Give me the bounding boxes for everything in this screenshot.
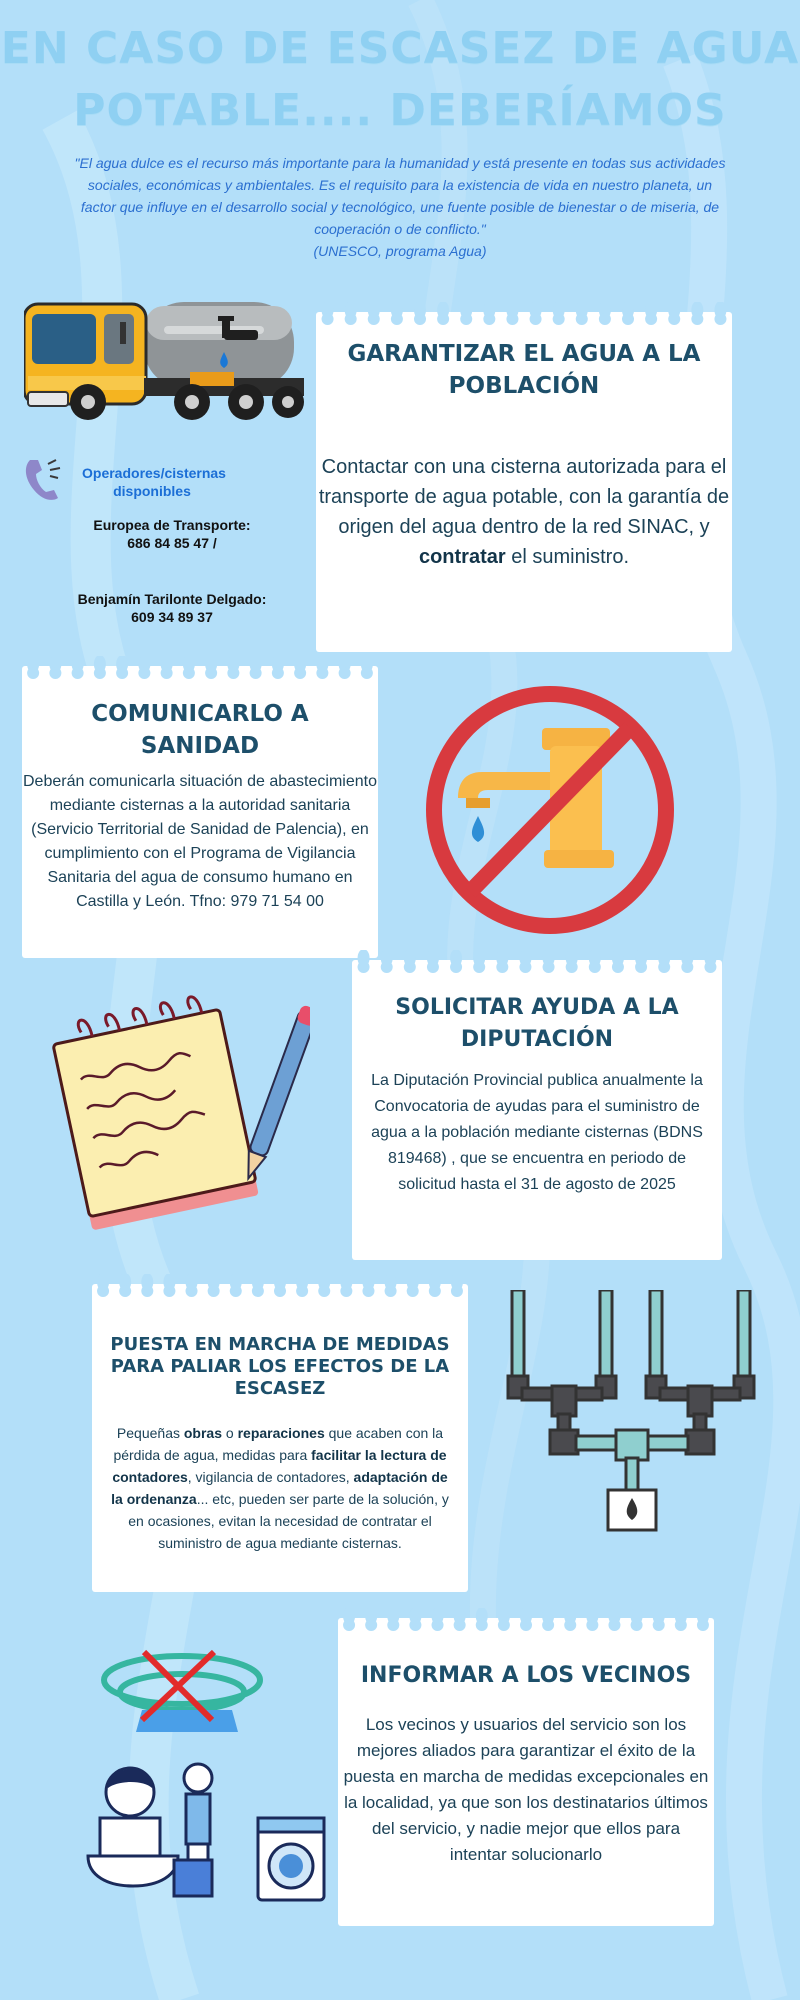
water-pipes-icon [500,1290,780,1560]
card-medidas-escasez [92,1284,468,1592]
card-title: COMUNICARLO A SANIDAD [91,701,309,759]
operators-heading: Operadores/cisternas disponibles [82,465,226,499]
card-holes [338,1608,714,1634]
card-title: GARANTIZAR EL AGUA A LA POBLACIÓN [347,341,701,399]
quote-source: (UNESCO, programa Agua) [313,243,487,259]
notepad-pen-icon [40,986,310,1236]
people-saving-water-icon [82,1640,332,1920]
card-body-text: o [222,1425,238,1441]
contact-europea-phone[interactable]: 686 84 85 47 / [127,535,217,551]
card-title: SOLICITAR AYUDA A LA DIPUTACIÓN [395,995,679,1052]
card-body-bold: reparaciones [237,1425,325,1441]
card-body-text-end: el suministro. [505,546,630,568]
card-body-text: ... etc, pueden ser parte de la solución, y en ocasiones, evitan la necesidad de contratar el suministro de agua mediante cisternas. [128,1491,449,1551]
contact-benjamin-name: Benjamín Tarilonte Delgado: [77,591,267,607]
contact-benjamin-phone[interactable]: 609 34 89 37 [131,609,213,625]
card-holes [352,950,722,976]
card-body-text: que acaben con la pérdida de agua, medidas para [113,1425,444,1463]
card-body-bold: adaptación de la ordenanza [111,1469,448,1507]
card-body: Los vecinos y usuarios del servicio son los mejores aliados para garantizar el éxito de la puesta en marcha de medidas excepcionales en la localidad, ya que son los destinatarios últimos del servicio, y nadie mejor que ellos para intentar solucionarlo [343,1715,709,1864]
unesco-quote [70,152,730,262]
card-body-text: Pequeñas [116,1425,184,1441]
card-body-bold: obras [183,1425,222,1441]
card-garantizar-agua [316,312,732,652]
card-body-text: , vigilancia de contadores, [187,1469,354,1485]
contact-europea-name: Europea de Transporte: [93,517,251,533]
card-holes [92,1274,468,1300]
card-holes [316,302,732,328]
phone-icon [22,456,64,502]
water-tanker-truck-icon [24,296,308,428]
card-body-text: Contactar con una cisterna autorizada para el transporte de agua potable, con la garantía de origen del agua dentro de la red SINAC, y [318,456,730,538]
card-body: Deberán comunicarla situación de abastecimiento mediante cisternas a la autoridad sanitaria (Servicio Territorial de Sanidad de Palencia), en cumplimiento con el Programa de Vigilancia Sanitaria del agua de consumo humano en Castilla y León. Tfno: 979 71 54 00 [23,773,377,910]
page-title: EN CASO DE ESCASEZ DE AGUA POTABLE.... DEBERÍAMOS [0,23,800,136]
card-body [312,452,736,572]
quote-text: "El agua dulce es el recurso más importante para la humanidad y está presente en todas sus actividades sociales, económicas y ambientales. Es el requisito para la existencia de vida en nuestro planeta, un factor que influye en el desarrollo social y tecnológico, une fuente posible de bienestar o de miseria, de cooperación o de conflicto." [74,155,726,237]
card-solicitar-ayuda [352,960,722,1260]
card-title: PUESTA EN MARCHA DE MEDIDAS PARA PALIAR LOS EFECTOS DE LA ESCASEZ [110,1334,450,1399]
card-body [106,1422,454,1554]
card-title: INFORMAR A LOS VECINOS [360,1663,692,1688]
card-holes [22,656,378,682]
card-informar-vecinos [338,1618,714,1926]
no-tap-water-icon [420,680,680,940]
card-body-bold: contratar [418,546,506,568]
card-comunicar-sanidad [22,666,378,958]
card-body: La Diputación Provincial publica anualmente la Convocatoria de ayudas para el suministro de agua a la población mediante cisternas (BDNS 819468) , que se encuentra en periodo de solicitud hasta el 31 de agosto de 2025 [371,1072,703,1193]
card-body-bold: facilitar la lectura de contadores [112,1447,447,1485]
